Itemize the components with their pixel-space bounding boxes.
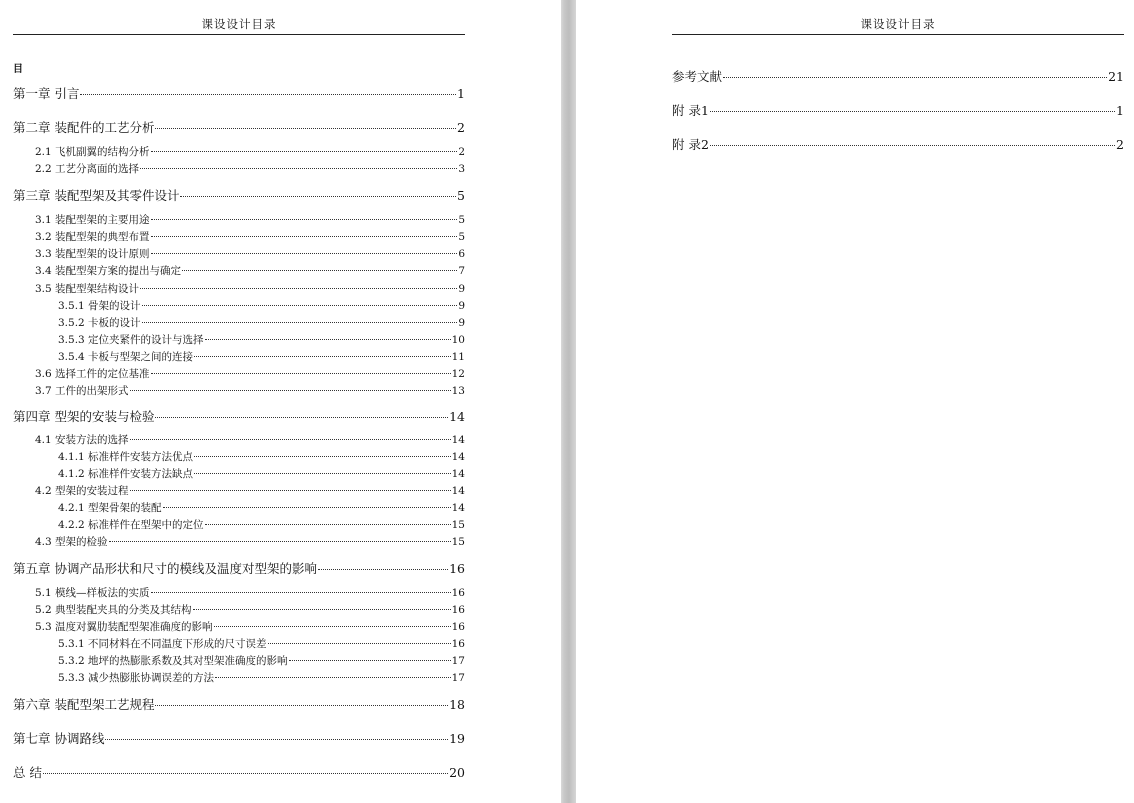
toc-dot-leader — [194, 473, 451, 474]
toc-entry[interactable] — [672, 101, 1124, 119]
toc-dot-leader — [289, 660, 451, 661]
toc-dot-leader — [155, 128, 456, 129]
toc-entry[interactable] — [35, 432, 465, 447]
toc-entry-page-number: 5 — [458, 214, 465, 226]
toc-dot-leader — [182, 270, 457, 271]
toc-entry[interactable] — [58, 315, 465, 330]
toc-dot-leader — [155, 417, 448, 418]
toc-entry[interactable] — [35, 161, 465, 176]
toc-entry-page-number: 14 — [451, 451, 465, 463]
toc-entry-title: 5.2 典型装配夹具的分类及其结构 — [35, 604, 192, 616]
toc-entry-title: 2.1 飞机副翼的结构分析 — [35, 146, 150, 158]
toc-entry-title: 4.2 型架的安装过程 — [35, 485, 129, 497]
toc-entry[interactable] — [672, 67, 1124, 85]
document-page-left — [0, 0, 561, 803]
toc-dot-leader — [140, 168, 457, 169]
toc-entry-title: 3.5.2 卡板的设计 — [58, 317, 141, 329]
toc-entry[interactable] — [13, 118, 465, 136]
toc-entry[interactable] — [13, 729, 465, 747]
toc-entry[interactable] — [35, 366, 465, 381]
toc-dot-leader — [155, 705, 448, 706]
toc-dot-leader — [205, 339, 451, 340]
toc-entry[interactable] — [35, 144, 465, 159]
toc-dot-leader — [194, 356, 451, 357]
toc-dot-leader — [723, 77, 1107, 78]
toc-entry-page-number: 6 — [458, 248, 465, 260]
toc-entry-page-number: 2 — [457, 120, 465, 135]
toc-entry[interactable] — [35, 585, 465, 600]
toc-dot-leader — [130, 439, 451, 440]
toc-entry[interactable] — [35, 212, 465, 227]
toc-title: 目 — [13, 64, 23, 75]
toc-dot-leader — [151, 592, 451, 593]
toc-entry-page-number: 5 — [457, 188, 465, 203]
toc-entry-page-number: 14 — [449, 409, 465, 424]
toc-entry[interactable] — [13, 695, 465, 713]
toc-entry[interactable] — [58, 653, 465, 668]
toc-entry-page-number: 21 — [1108, 69, 1124, 84]
toc-entry-page-number: 15 — [451, 519, 465, 531]
toc-dot-leader — [193, 609, 451, 610]
toc-dot-leader — [214, 626, 451, 627]
toc-entry-page-number: 13 — [451, 385, 465, 397]
toc-entry-page-number: 15 — [451, 536, 465, 548]
toc-entry-title: 4.2.1 型架骨架的装配 — [58, 502, 162, 514]
toc-dot-leader — [205, 524, 451, 525]
toc-dot-leader — [215, 677, 451, 678]
toc-entry-page-number: 1 — [1116, 103, 1124, 118]
toc-dot-leader — [268, 643, 451, 644]
toc-entry-title: 3.3 装配型架的设计原则 — [35, 248, 150, 260]
toc-entry-page-number: 14 — [451, 502, 465, 514]
toc-entry-title: 附 录2 — [672, 137, 709, 152]
toc-entry-page-number: 3 — [458, 163, 465, 175]
toc-entry-page-number: 2 — [1116, 137, 1124, 152]
toc-dot-leader — [151, 219, 458, 220]
toc-entry-page-number: 17 — [451, 672, 465, 684]
toc-entry-page-number: 5 — [458, 231, 465, 243]
toc-entry-title: 2.2 工艺分离面的选择 — [35, 163, 140, 175]
toc-entry[interactable] — [58, 500, 465, 515]
toc-entry-page-number: 16 — [449, 561, 465, 576]
toc-entry-title: 第四章 型架的安装与检验 — [13, 409, 155, 424]
toc-entry-page-number: 19 — [449, 731, 465, 746]
toc-entry[interactable] — [13, 84, 465, 102]
toc-entry-title: 3.5.3 定位夹紧件的设计与选择 — [58, 334, 204, 346]
toc-entry-page-number: 1 — [457, 86, 465, 101]
toc-entry-page-number: 16 — [451, 638, 465, 650]
toc-entry-page-number: 17 — [451, 655, 465, 667]
toc-dot-leader — [140, 288, 457, 289]
toc-dot-leader — [710, 145, 1115, 146]
toc-entry-page-number: 16 — [451, 587, 465, 599]
page-header: 课设设计目录 — [672, 0, 1124, 35]
toc-entry-page-number: 9 — [458, 317, 465, 329]
toc-dot-leader — [43, 773, 448, 774]
toc-entry[interactable] — [58, 349, 465, 364]
toc-entry-title: 3.5 装配型架结构设计 — [35, 283, 140, 295]
page-gutter — [561, 0, 576, 803]
toc-entry-title: 附 录1 — [672, 103, 709, 118]
toc-dot-leader — [163, 507, 451, 508]
toc-entry[interactable] — [58, 466, 465, 481]
toc-entry-title: 5.3.2 地坪的热膨胀系数及其对型架准确度的影响 — [58, 655, 288, 667]
toc-entry-page-number: 12 — [451, 368, 465, 380]
toc-entry-title: 3.6 选择工件的定位基准 — [35, 368, 150, 380]
toc-entry-title: 5.1 模线—样板法的实质 — [35, 587, 150, 599]
toc-entry[interactable] — [13, 407, 465, 425]
page-header: 课设设计目录 — [13, 0, 465, 35]
toc-entry-title: 第七章 协调路线 — [13, 731, 105, 746]
toc-entry[interactable] — [35, 602, 465, 617]
toc-entry-title: 5.3 温度对翼肋装配型架准确度的影响 — [35, 621, 213, 633]
toc-entry-page-number: 9 — [458, 283, 465, 295]
toc-entry[interactable] — [35, 263, 465, 278]
toc-entry-title: 第五章 协调产品形状和尺寸的模线及温度对型架的影响 — [13, 561, 317, 576]
toc-entry-page-number: 11 — [451, 351, 465, 363]
toc-entry-title: 3.4 装配型架方案的提出与确定 — [35, 265, 182, 277]
toc-entry-page-number: 16 — [451, 604, 465, 616]
toc-entry[interactable] — [58, 332, 465, 347]
toc-entry-page-number: 14 — [451, 468, 465, 480]
toc-dot-leader — [130, 390, 451, 391]
toc-entry-title: 参考文献 — [672, 69, 723, 84]
toc-entry-title: 第三章 装配型架及其零件设计 — [13, 188, 180, 203]
toc-entry-title: 总 结 — [13, 765, 42, 780]
toc-entry[interactable] — [58, 449, 465, 464]
toc-entry-title: 第一章 引言 — [13, 86, 80, 101]
toc-dot-leader — [80, 94, 456, 95]
toc-entry-page-number: 20 — [449, 765, 465, 780]
toc-entry-title: 3.7 工件的出架形式 — [35, 385, 129, 397]
toc-entry[interactable] — [13, 559, 465, 577]
toc-dot-leader — [109, 541, 451, 542]
toc-entry[interactable] — [58, 636, 465, 651]
toc-dot-leader — [194, 456, 451, 457]
toc-dot-leader — [151, 373, 451, 374]
toc-dot-leader — [151, 253, 458, 254]
toc-entry-page-number: 18 — [449, 697, 465, 712]
toc-entry-title: 5.3.1 不同材料在不同温度下形成的尺寸误差 — [58, 638, 267, 650]
toc-entry[interactable] — [672, 135, 1124, 153]
toc-entry-title: 4.1.1 标准样件安装方法优点 — [58, 451, 194, 463]
toc-entry-page-number: 2 — [458, 146, 465, 158]
toc-entry[interactable] — [58, 670, 465, 685]
toc-entry-title: 4.1 安装方法的选择 — [35, 434, 129, 446]
toc-entry[interactable] — [35, 383, 465, 398]
toc-dot-leader — [105, 739, 448, 740]
toc-entry[interactable] — [58, 517, 465, 532]
toc-entry-page-number: 14 — [451, 434, 465, 446]
toc-entry-page-number: 16 — [451, 621, 465, 633]
toc-entry-page-number: 14 — [451, 485, 465, 497]
toc-entry[interactable] — [13, 186, 465, 204]
toc-dot-leader — [142, 322, 458, 323]
toc-entry[interactable] — [35, 483, 465, 498]
toc-entry[interactable] — [35, 534, 465, 549]
toc-entry-page-number: 7 — [458, 265, 465, 277]
toc-dot-leader — [710, 111, 1115, 112]
toc-entry-title: 4.3 型架的检验 — [35, 536, 108, 548]
toc-entry-title: 3.5.1 骨架的设计 — [58, 300, 141, 312]
toc-entry-title: 3.1 装配型架的主要用途 — [35, 214, 150, 226]
toc-entry[interactable] — [35, 281, 465, 296]
toc-entry-page-number: 9 — [458, 300, 465, 312]
toc-entry[interactable] — [35, 619, 465, 634]
toc-entry[interactable] — [58, 298, 465, 313]
toc-dot-leader — [130, 490, 451, 491]
toc-entry-title: 第二章 装配件的工艺分析 — [13, 120, 155, 135]
toc-dot-leader — [142, 305, 458, 306]
toc-entry-title: 5.3.3 减少热膨胀协调误差的方法 — [58, 672, 215, 684]
toc-entry-title: 4.2.2 标准样件在型架中的定位 — [58, 519, 204, 531]
toc-entry-title: 第六章 装配型架工艺规程 — [13, 697, 155, 712]
toc-entry[interactable] — [35, 246, 465, 261]
toc-entry-title: 3.5.4 卡板与型架之间的连接 — [58, 351, 194, 363]
toc-dot-leader — [151, 236, 458, 237]
toc-dot-leader — [151, 151, 458, 152]
toc-entry-title: 3.2 装配型架的典型布置 — [35, 231, 150, 243]
toc-dot-leader — [318, 569, 448, 570]
toc-entry[interactable] — [13, 763, 465, 781]
document-page-right — [576, 0, 1134, 803]
toc-entry-page-number: 10 — [451, 334, 465, 346]
toc-dot-leader — [180, 196, 456, 197]
toc-entry[interactable] — [35, 229, 465, 244]
toc-entry-title: 4.1.2 标准样件安装方法缺点 — [58, 468, 194, 480]
